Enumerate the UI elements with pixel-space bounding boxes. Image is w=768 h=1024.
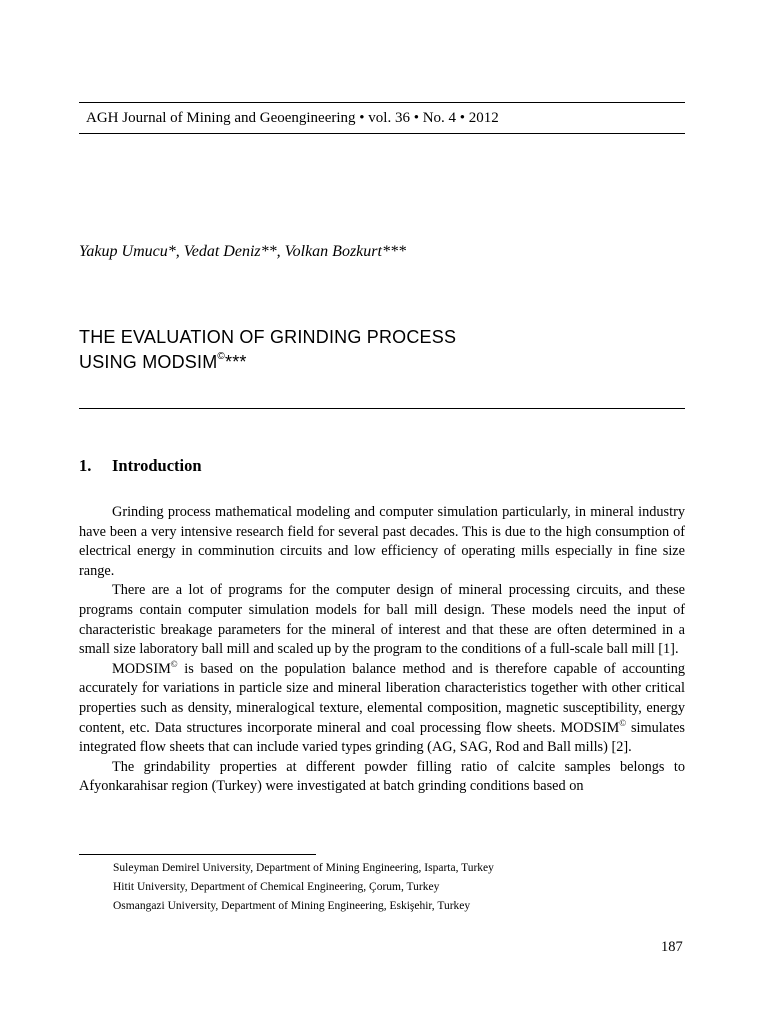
section-number: 1. <box>79 456 92 475</box>
page-number: 187 <box>661 939 683 955</box>
body-text <box>79 503 685 797</box>
paragraph: Grinding process mathematical modeling and computer simulation particularly, in mineral industry have been a very intensive research field for several past decades. This is due to the high consumption of electrical energy in comminution circuits and low efficiency of operating mills especially in fine size range. <box>79 504 685 579</box>
footnote-text: Osmangazi University, Department of Mining Engineering, Eskişehir, Turkey <box>113 900 471 912</box>
title-line-1: THE EVALUATION OF GRINDING PROCESS <box>79 327 457 347</box>
title-rule <box>79 408 685 409</box>
paragraph: The grindability properties at different powder filling ratio of calcite samples belongs to Afyonkarahisar region (Turkey) were investigated at batch grinding conditions based on <box>79 758 685 795</box>
author-name: Vedat Deniz <box>183 243 261 260</box>
author-list: Yakup Umucu*, Vedat Deniz**, Volkan Bozkurt*** <box>79 243 406 260</box>
footnote-rule <box>79 854 316 855</box>
author-mark: * <box>167 243 176 260</box>
journal-header: AGH Journal of Mining and Geoengineering • vol. 36 • No. 4 • 2012 <box>86 110 499 126</box>
author-name: Yakup Umucu <box>79 243 168 260</box>
header-top-rule <box>79 102 685 103</box>
footnote-text: Hitit University, Department of Chemical Engineering, Çorum, Turkey <box>113 881 440 893</box>
paper-title <box>79 327 456 373</box>
title-footnote-mark: *** <box>224 352 247 372</box>
paragraph: MODSIM© is based on the population balance method and is therefore capable of accounting accurately for variations in particle size and mineral liberation characteristics together with other critical properties such as density, mineralogical texture, elemental composition, magnetic susceptibility, energy content, etc. Data structures incorporate mineral and coal processing flow sheets. MODSIM© simulates integrated flow sheets that can include varied types grinding (AG, SAG, Rod and Ball mills) [2]. <box>79 658 685 756</box>
title-line-2: USING MODSIM©*** <box>79 351 247 372</box>
footnote-text: Suleyman Demirel University, Department of Mining Engineering, Isparta, Turkey <box>113 862 494 874</box>
author-mark: ** <box>260 243 277 260</box>
author-mark: *** <box>381 243 406 260</box>
copyright-mark: © <box>217 351 225 362</box>
section-heading <box>79 456 202 476</box>
section-title: Introduction <box>112 456 202 475</box>
paragraph: There are a lot of programs for the computer design of mineral processing circuits, and these programs contain computer simulation models for ball mill design. These models need the input of characteristic breakage parameters for the mineral of interest and that these are often determined in a small size laboratory ball mill and scaled up by the program to the conditions of a full-scale ball mill [1]. <box>79 582 685 658</box>
header-bottom-rule <box>79 133 685 134</box>
author-name: Volkan Bozkurt <box>284 243 382 260</box>
